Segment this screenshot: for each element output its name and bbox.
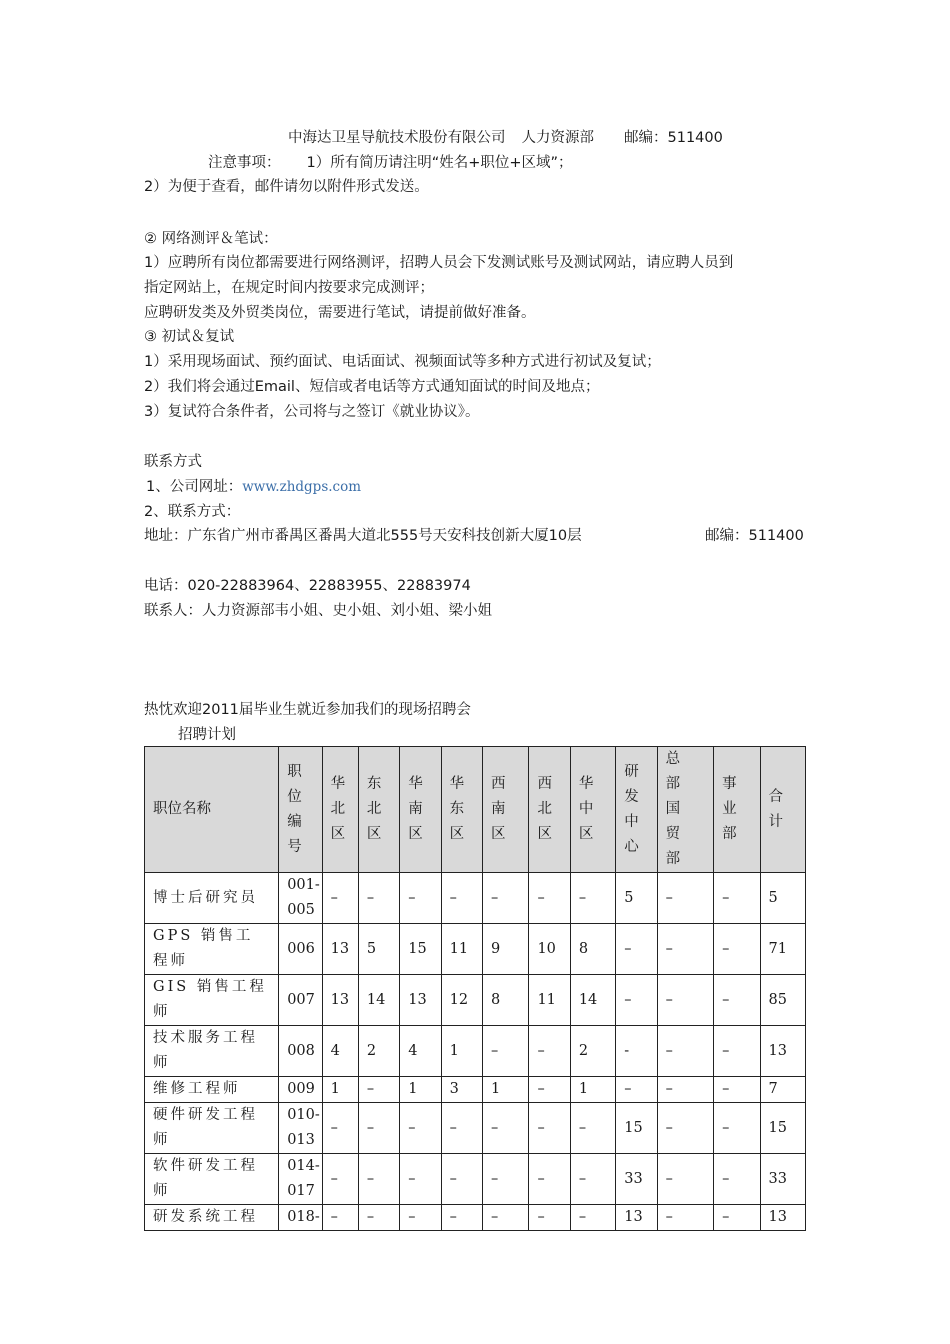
position-code-cell: 007 — [279, 975, 322, 1026]
count-cell: – — [714, 975, 760, 1026]
count-cell: – — [657, 1077, 714, 1103]
count-cell: 5 — [616, 873, 657, 924]
header-xinan: 西 南 区 — [483, 747, 529, 873]
header-huabei: 华 北 区 — [322, 747, 358, 873]
count-cell: 1 — [570, 1077, 615, 1103]
position-code-cell: 018- — [279, 1205, 322, 1231]
count-cell: – — [358, 873, 399, 924]
section3-line-1: 1）采用现场面试、预约面试、电话面试、视频面试等多种方式进行初试及复试； — [144, 354, 661, 370]
position-code-cell: 014-017 — [279, 1154, 322, 1205]
position-name-cell: GIS 销售工程师 — [145, 975, 279, 1026]
count-cell: 14 — [570, 975, 615, 1026]
position-name-cell: 软件研发工程师 — [145, 1154, 279, 1205]
count-cell: – — [322, 1103, 358, 1154]
count-cell: 15 — [616, 1103, 657, 1154]
position-code-cell: 010-013 — [279, 1103, 322, 1154]
method-label: 2、联系方式： — [144, 504, 241, 520]
count-cell: – — [657, 1154, 714, 1205]
table-row — [145, 1103, 806, 1154]
count-cell: – — [358, 1154, 399, 1205]
count-cell: – — [714, 1205, 760, 1231]
count-cell: – — [570, 1154, 615, 1205]
count-cell: 8 — [483, 975, 529, 1026]
address-line: 地址：广东省广州市番禺区番禺大道北555号天安科技创新大厦10层 — [144, 528, 582, 544]
count-cell: – — [714, 873, 760, 924]
count-cell: – — [529, 1205, 570, 1231]
header-line — [288, 128, 723, 148]
header-huadong: 华 东 区 — [441, 747, 482, 873]
phone-line: 电话：020-22883964、22883955、22883974 — [144, 578, 471, 594]
section2-line-2: 指定网站上，在规定时间内按要求完成测评； — [144, 280, 434, 296]
count-cell: – — [657, 1026, 714, 1077]
count-cell: 85 — [760, 975, 805, 1026]
section2-line-3: 应聘研发类及外贸类岗位，需要进行笔试，请提前做好准备。 — [144, 305, 536, 321]
count-cell: - — [616, 1026, 657, 1077]
count-cell: 13 — [760, 1205, 805, 1231]
count-cell: – — [616, 924, 657, 975]
header-position-code: 职 位 编 号 — [279, 747, 322, 873]
count-cell: – — [529, 1154, 570, 1205]
section2-line-1: 1）应聘所有岗位都需要进行网络测评，招聘人员会下发测试账号及测试网站，请应聘人员到 — [144, 255, 734, 271]
count-cell: 11 — [529, 975, 570, 1026]
count-cell: – — [657, 975, 714, 1026]
count-cell: – — [400, 873, 441, 924]
table-row — [145, 1077, 806, 1103]
count-cell: – — [657, 1205, 714, 1231]
header-postcode: 邮编：511400 — [624, 130, 723, 146]
header-position-name: 职位名称 — [145, 747, 279, 873]
count-cell: – — [483, 1154, 529, 1205]
count-cell: 7 — [760, 1077, 805, 1103]
website-label: 1、公司网址： — [146, 479, 243, 495]
count-cell: – — [483, 1103, 529, 1154]
position-name-cell: 研发系统工程 — [145, 1205, 279, 1231]
count-cell: – — [657, 924, 714, 975]
table-row — [145, 1205, 806, 1231]
section3-line-3: 3）复试符合条件者，公司将与之签订《就业协议》。 — [144, 404, 480, 420]
count-cell: 5 — [760, 873, 805, 924]
website-link[interactable]: www.zhdgps.com — [242, 479, 362, 495]
count-cell: – — [358, 1103, 399, 1154]
welcome-line: 热忱欢迎2011届毕业生就近参加我们的现场招聘会 — [144, 702, 471, 718]
count-cell: – — [358, 1205, 399, 1231]
contact-title: 联系方式 — [144, 454, 202, 470]
count-cell: – — [322, 873, 358, 924]
contact-postcode: 邮编：511400 — [705, 528, 804, 544]
position-code-cell: 009 — [279, 1077, 322, 1103]
table-row — [145, 975, 806, 1026]
count-cell: – — [441, 873, 482, 924]
notes-item-2: 2）为便于查看，邮件请勿以附件形式发送。 — [144, 179, 429, 195]
count-cell: – — [714, 1077, 760, 1103]
count-cell: – — [483, 1205, 529, 1231]
position-name-cell: 维修工程师 — [145, 1077, 279, 1103]
count-cell: 1 — [483, 1077, 529, 1103]
count-cell: – — [714, 924, 760, 975]
count-cell: 2 — [358, 1026, 399, 1077]
count-cell: – — [441, 1205, 482, 1231]
count-cell: 1 — [441, 1026, 482, 1077]
notes-label: 注意事项： — [208, 155, 281, 171]
section3-title: ③ 初试＆复试 — [144, 329, 235, 345]
count-cell: 4 — [400, 1026, 441, 1077]
website-line — [146, 477, 361, 497]
count-cell: 1 — [400, 1077, 441, 1103]
count-cell: – — [483, 873, 529, 924]
count-cell: – — [529, 1077, 570, 1103]
section2-title: ② 网络测评＆笔试： — [144, 231, 278, 247]
count-cell: 1 — [322, 1077, 358, 1103]
notes-line — [208, 153, 573, 173]
position-code-cell: 008 — [279, 1026, 322, 1077]
count-cell: 9 — [483, 924, 529, 975]
count-cell: – — [616, 1077, 657, 1103]
count-cell: 13 — [760, 1026, 805, 1077]
count-cell: 4 — [322, 1026, 358, 1077]
table-row — [145, 873, 806, 924]
position-name-cell: 博士后研究员 — [145, 873, 279, 924]
table-body — [145, 873, 806, 1231]
table-row — [145, 1154, 806, 1205]
count-cell: 3 — [441, 1077, 482, 1103]
count-cell: – — [400, 1154, 441, 1205]
table-row — [145, 924, 806, 975]
count-cell: – — [358, 1077, 399, 1103]
company-name: 中海达卫星导航技术股份有限公司 — [288, 130, 506, 146]
count-cell: – — [570, 1205, 615, 1231]
header-dongbei: 东 北 区 — [358, 747, 399, 873]
count-cell: 15 — [400, 924, 441, 975]
count-cell: 33 — [616, 1154, 657, 1205]
header-trade-dept: 总部 国贸 部 — [657, 747, 714, 873]
department: 人力资源部 — [521, 130, 594, 146]
plan-title: 招聘计划 — [178, 727, 236, 743]
count-cell: – — [400, 1205, 441, 1231]
count-cell: – — [714, 1154, 760, 1205]
section3-line-2: 2）我们将会通过Email、短信或者电话等方式通知面试的时间及地点； — [144, 379, 600, 395]
header-huanan: 华 南 区 — [400, 747, 441, 873]
count-cell: 14 — [358, 975, 399, 1026]
count-cell: – — [714, 1026, 760, 1077]
count-cell: – — [616, 975, 657, 1026]
position-name-cell: 技术服务工程师 — [145, 1026, 279, 1077]
contact-people: 联系人：人力资源部韦小姐、史小姐、刘小姐、梁小姐 — [144, 603, 492, 619]
header-huazhong: 华 中 区 — [570, 747, 615, 873]
recruitment-plan-table — [144, 746, 806, 1231]
count-cell: – — [322, 1154, 358, 1205]
count-cell: – — [529, 873, 570, 924]
count-cell: 71 — [760, 924, 805, 975]
count-cell: 13 — [322, 975, 358, 1026]
position-name-cell: 硬件研发工程师 — [145, 1103, 279, 1154]
count-cell: – — [714, 1103, 760, 1154]
header-total: 合 计 — [760, 747, 805, 873]
table-header-row — [145, 747, 806, 873]
count-cell: 5 — [358, 924, 399, 975]
position-code-cell: 006 — [279, 924, 322, 975]
count-cell: 12 — [441, 975, 482, 1026]
count-cell: – — [529, 1026, 570, 1077]
notes-item-1: 1）所有简历请注明“姓名+职位+区域”； — [306, 155, 573, 171]
count-cell: 8 — [570, 924, 615, 975]
count-cell: – — [483, 1026, 529, 1077]
count-cell: – — [441, 1103, 482, 1154]
count-cell: – — [400, 1103, 441, 1154]
count-cell: 10 — [529, 924, 570, 975]
count-cell: 13 — [400, 975, 441, 1026]
count-cell: 13 — [616, 1205, 657, 1231]
header-xibei: 西 北 区 — [529, 747, 570, 873]
count-cell: 33 — [760, 1154, 805, 1205]
header-rd-center: 研 发 中 心 — [616, 747, 657, 873]
position-code-cell: 001-005 — [279, 873, 322, 924]
count-cell: – — [529, 1103, 570, 1154]
count-cell: 13 — [322, 924, 358, 975]
count-cell: – — [570, 873, 615, 924]
count-cell: – — [441, 1154, 482, 1205]
table-row — [145, 1026, 806, 1077]
count-cell: 11 — [441, 924, 482, 975]
count-cell: – — [657, 873, 714, 924]
count-cell: – — [657, 1103, 714, 1154]
position-name-cell: GPS 销售工程师 — [145, 924, 279, 975]
count-cell: 2 — [570, 1026, 615, 1077]
count-cell: – — [322, 1205, 358, 1231]
count-cell: – — [570, 1103, 615, 1154]
count-cell: 15 — [760, 1103, 805, 1154]
header-business-dept: 事 业 部 — [714, 747, 760, 873]
